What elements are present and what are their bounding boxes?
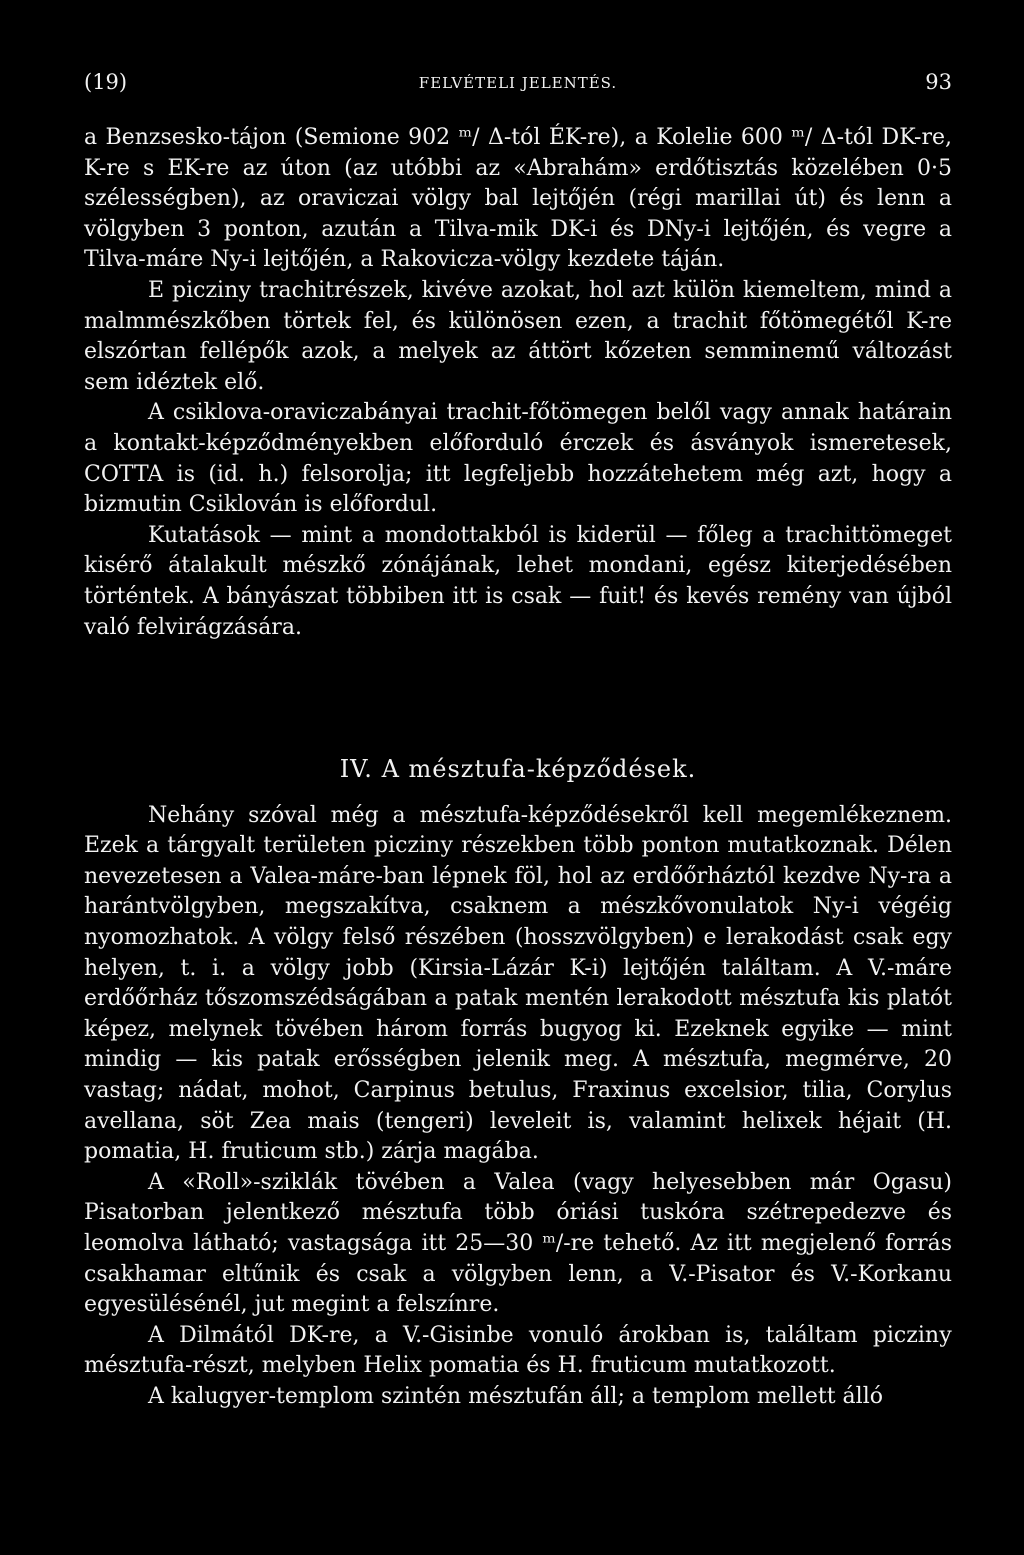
paragraph-4: Kutatások — mint a mondottakból is kiderül — főleg a trachittömeget kisérő átalakult mészkő zónájának, lehet mondani, egész kiterjedésében történtek. A bányászat többiben itt is csak — fuit! és kevés remény van újból való felvirágzására. [84,522,952,640]
section-heading: IV. A mésztufa-képződések. [339,755,697,783]
section-paragraph-1: Nehány szóval még a mésztufa-képződésekről kell megemlékeznem. Ezek a tárgyalt területen piczinу részekben több ponton mutatkoznak. Délen nevezetesen a Valea-máre-ban lépnek föl, hol az erdőőrháztól kezdve Ny-ra a harántvölgyben, megszakítva, csaknem a mészkővonulatok Ny-i végéig nyomozhatok. A völgy felső részében (hosszvölgyben) e lerakodást csak egy helyen, t. i. a völgy jobb (Kirsia-Lázár K-i) lejtőjén találtam. A V.-máre erdőőrház tőszomszédságában a patak mentén lerakodott mésztufa kis platót képez, melynek tövében három forrás bugyog ki. Ezeknek egyike — mint mindig — kis patak erősségben jelenik meg. A mésztufa, megmérve, 20 vastag; nádat, mohot, Carpinus betulus, Fraxinus excelsior, tilia, Corylus avellana, söt Zea mais (tengeri) leveleit is, valamint helixek héjait (H. pomatia, H. fruticum stb.) zárja magába. [84,802,952,1165]
section-iv [84,755,952,1412]
paragraph-1: a Benzsesko-tájon (Semione 902 ᵐ/ Δ-tól ÉK-re), a Kolelie 600 ᵐ/ Δ-tól DK-re, K-re s EK-re az úton (az utóbbi az «Abrahám» erdőtisztás közelében 0·5 szélességben), az oraviczai völgy bal lejtőjén (régi marillai út) és lenn a völgyben 3 ponton, azután a Tilva-mik DK-i és DNy-i lejtőjén, és vegre a Tilva-máre Ny-i lejtőjén, a Rakovicza-völgy kezdete táján. [84,125,952,273]
running-header [84,70,952,100]
page-number: 93 [925,70,952,94]
paragraph-2: E piczinу trachitrészek, kivéve azokat, hol azt külön kiemeltem, mind a malmmészkőben törtek fel, és különösen ezen, a trachit főtömegétől K-re elszórtan fellépők azok, a melyek az áttört kőzeten semminemű változást sem idéztek elő. [84,277,952,395]
page-section-number: (19) [84,70,128,94]
running-title: FELVÉTELI JELENTÉS. [418,74,618,92]
paragraph-3: A csiklova-oraviczabányai trachit-főtömegen belől vagy annak határain a kontakt-képződményekben előforduló érczek és ásványok ismeretesek, COTTA is (id. h.) felsorolja; itt legfeljebb hozzátehetem még azt, hogy a bizmutin Csiklován is előfordul. [84,400,952,518]
section-paragraph-4: A kalugyer-templom szintén mésztufán áll; a templom mellett álló [148,1383,883,1409]
body-text [84,123,952,643]
section-paragraph-3: A Dilmától DK-re, a V.-Gisinbe vonuló árokban is, találtam piczinу mésztufa-részt, melyben Helix pomatia és H. fruticum mutatkozott. [84,1322,952,1379]
section-paragraph-2: A «Roll»-sziklák tövében a Valea (vagy helyesebben már Ogasu) Pisatorban jelentkező mésztufa több óriási tuskóra szétrepedezve és leomolva látható; vastagsága itt 25—30 ᵐ/-re tehető. Az itt megjelenő forrás csakhamar eltűnik és csak a völgyben lenn, a V.-Pisator és V.-Korkanu egyesülésénél, jut megint a felszínre. [84,1169,952,1318]
